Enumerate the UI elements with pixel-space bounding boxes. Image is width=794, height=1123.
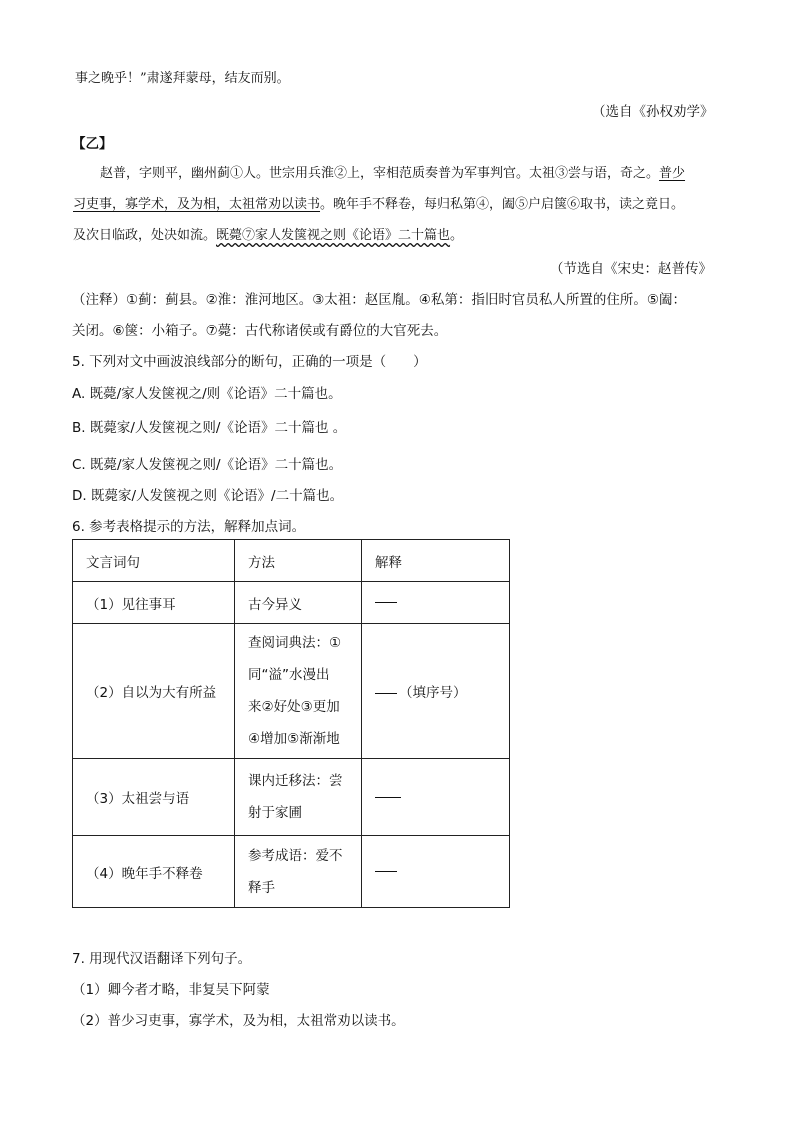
underlined-sentence-part: 普少 (659, 166, 686, 181)
passage-b-text: 。晚年手不释卷，每归私第④，阖⑤户启箧⑥取书，读之竟日。 (320, 197, 685, 212)
q7-sentence-2: （2）普少习吏事，寡学术，及为相，太祖常劝以读书。 (72, 1013, 405, 1029)
underlined-sentence-part: 习吏事，寡学术，及为相，太祖常劝以读书 (73, 197, 321, 212)
answer-blank[interactable] (375, 693, 397, 694)
header-method: 方法 (235, 540, 362, 582)
row3-answer[interactable] (362, 759, 510, 836)
table-row (73, 759, 510, 836)
passage-b-text: 及次日临政，处决如流。 (73, 228, 217, 243)
method-line: 课内迁移法：尝 (248, 773, 343, 789)
source-a: （选自《孙权劝学》 (592, 104, 714, 120)
notes-line2: 关闭。⑥箧：小箱子。⑦薨：古代称诸侯或有爵位的大官死去。 (72, 323, 448, 339)
section-b-label: 【乙】 (72, 136, 113, 152)
header-explanation: 解释 (362, 540, 510, 582)
table-row (73, 836, 510, 908)
answer-blank[interactable] (375, 797, 401, 798)
row3-phrase: （3）太祖尝与语 (73, 759, 235, 836)
q5-option-a: A. 既薨/家人发箧视之/则《论语》二十篇也。 (72, 386, 342, 402)
q5-option-c: C. 既薨/家人发箧视之则/《论语》二十篇也。 (72, 457, 343, 473)
method-line: 释手 (248, 879, 275, 896)
q5-option-d: D. 既薨家/人发箧视之则《论语》/二十篇也。 (72, 488, 344, 504)
row4-method (235, 836, 362, 908)
q7-stem: 7. 用现代汉语翻译下列句子。 (72, 951, 252, 967)
table-row (73, 624, 510, 759)
answer-hint: （填序号） (399, 685, 467, 701)
row2-phrase: （2）自以为大有所益 (73, 624, 235, 759)
source-b: （节选自《宋史：赵普传》 (550, 261, 712, 277)
passage-a-end: 事之晚乎！”肃遂拜蒙母，结友而别。 (75, 71, 290, 86)
row1-method: 古今异义 (235, 582, 362, 624)
passage-b-line2 (73, 193, 684, 212)
method-line: 同“溢”水漫出 (248, 667, 330, 683)
q7-sentence-1: （1）卿今者才略，非复吴下阿蒙 (72, 982, 270, 998)
table-row (73, 582, 510, 624)
answer-blank[interactable] (375, 602, 397, 603)
q5-option-b: B. 既薨家/人发箧视之则/《论语》二十篇也 。 (72, 420, 347, 436)
row1-answer[interactable] (362, 582, 510, 624)
row2-answer[interactable] (362, 624, 510, 759)
row2-method (235, 624, 362, 759)
passage-b-line1 (100, 162, 685, 181)
passage-b-text: 赵普，字则平，幽州蓟①人。世宗用兵淮②上，宰相范质奏普为军事判官。太祖③尝与语，奇之。 (100, 166, 660, 181)
wavy-underlined-sentence: 既薨⑦家人发箧视之则《论语》二十篇也 (216, 228, 451, 243)
row4-answer[interactable] (362, 836, 510, 908)
method-table (72, 539, 510, 908)
method-line: 来②好处③更加 (248, 699, 340, 715)
row1-phrase: （1）见往事耳 (73, 582, 235, 624)
q6-stem: 6. 参考表格提示的方法，解释加点词。 (72, 519, 306, 535)
answer-blank[interactable] (375, 871, 397, 872)
row4-phrase: （4）晚年手不释卷 (73, 836, 235, 908)
method-line: 查阅词典法：① (248, 635, 342, 651)
method-line: 射于家圃 (248, 805, 302, 821)
passage-b-line3 (73, 224, 463, 243)
row3-method (235, 759, 362, 836)
q5-stem: 5. 下列对文中画波浪线部分的断句，正确的一项是（ ） (72, 354, 427, 370)
method-line: ④增加⑤渐渐地 (248, 731, 340, 747)
header-phrase: 文言词句 (73, 540, 235, 582)
notes-line1: （注释）①蓟：蓟县。②淮：淮河地区。③太祖：赵匡胤。④私第：指旧时官员私人所置的住所。⑤阖： (72, 292, 687, 308)
table-header-row (73, 540, 510, 582)
method-line: 参考成语：爱不 (248, 847, 343, 864)
passage-b-text: 。 (450, 228, 464, 243)
